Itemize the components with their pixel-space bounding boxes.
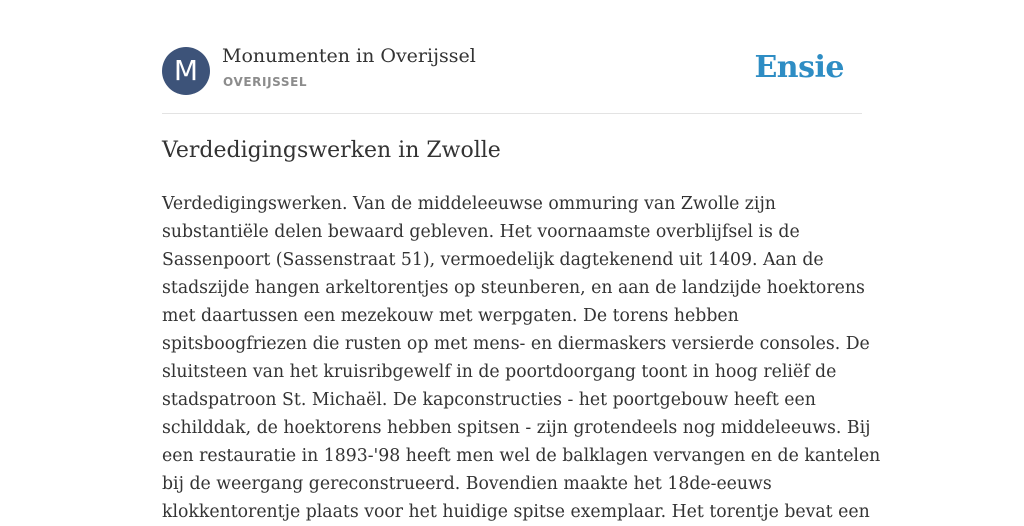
article-line: klokkentorentje plaats voor het huidige spitse exemplaar. Het torentje bevat een [162, 502, 870, 522]
article-line: een restauratie in 1893-'98 heeft men wel de balklagen vervangen en de kantelen [162, 446, 881, 466]
article-line: stadspatroon St. Michaël. De kapconstructies - het poortgebouw heeft een [162, 390, 816, 410]
source-avatar[interactable]: M [162, 47, 210, 95]
article-line: stadszijde hangen arkeltorentjes op steunberen, en aan de landzijde hoektorens [162, 278, 865, 298]
article-line: Verdedigingswerken. Van de middeleeuwse ommuring van Zwolle zijn [162, 194, 776, 214]
article-body [162, 190, 881, 526]
brand-logo[interactable]: Ensie [754, 50, 844, 85]
source-subtitle[interactable]: OVERIJSSEL [223, 75, 308, 89]
article-line: substantiële delen bewaard gebleven. Het voornaamste overblijfsel is de [162, 222, 800, 242]
article-line: met daartussen een mezekouw met werpgaten. De torens hebben [162, 306, 739, 326]
article-line: spitsboogfriezen die rusten op met mens- en diermaskers versierde consoles. De [162, 334, 870, 354]
article-card [162, 0, 881, 522]
source-title[interactable]: Monumenten in Overijssel [222, 45, 476, 67]
article-line: sluitsteen van het kruisribgewelf in de poortdoorgang toont in hoog reliëf de [162, 362, 837, 382]
article-line: schilddak, de hoektorens hebben spitsen - zijn grotendeels nog middeleeuws. Bij [162, 418, 871, 438]
article-title: Verdedigingswerken in Zwolle [162, 138, 501, 163]
card-header [162, 0, 862, 114]
article-line: Sassenpoort (Sassenstraat 51), vermoedelijk dagtekenend uit 1409. Aan de [162, 250, 824, 270]
article-line: bij de weergang gereconstrueerd. Bovendien maakte het 18de-eeuws [162, 474, 772, 494]
